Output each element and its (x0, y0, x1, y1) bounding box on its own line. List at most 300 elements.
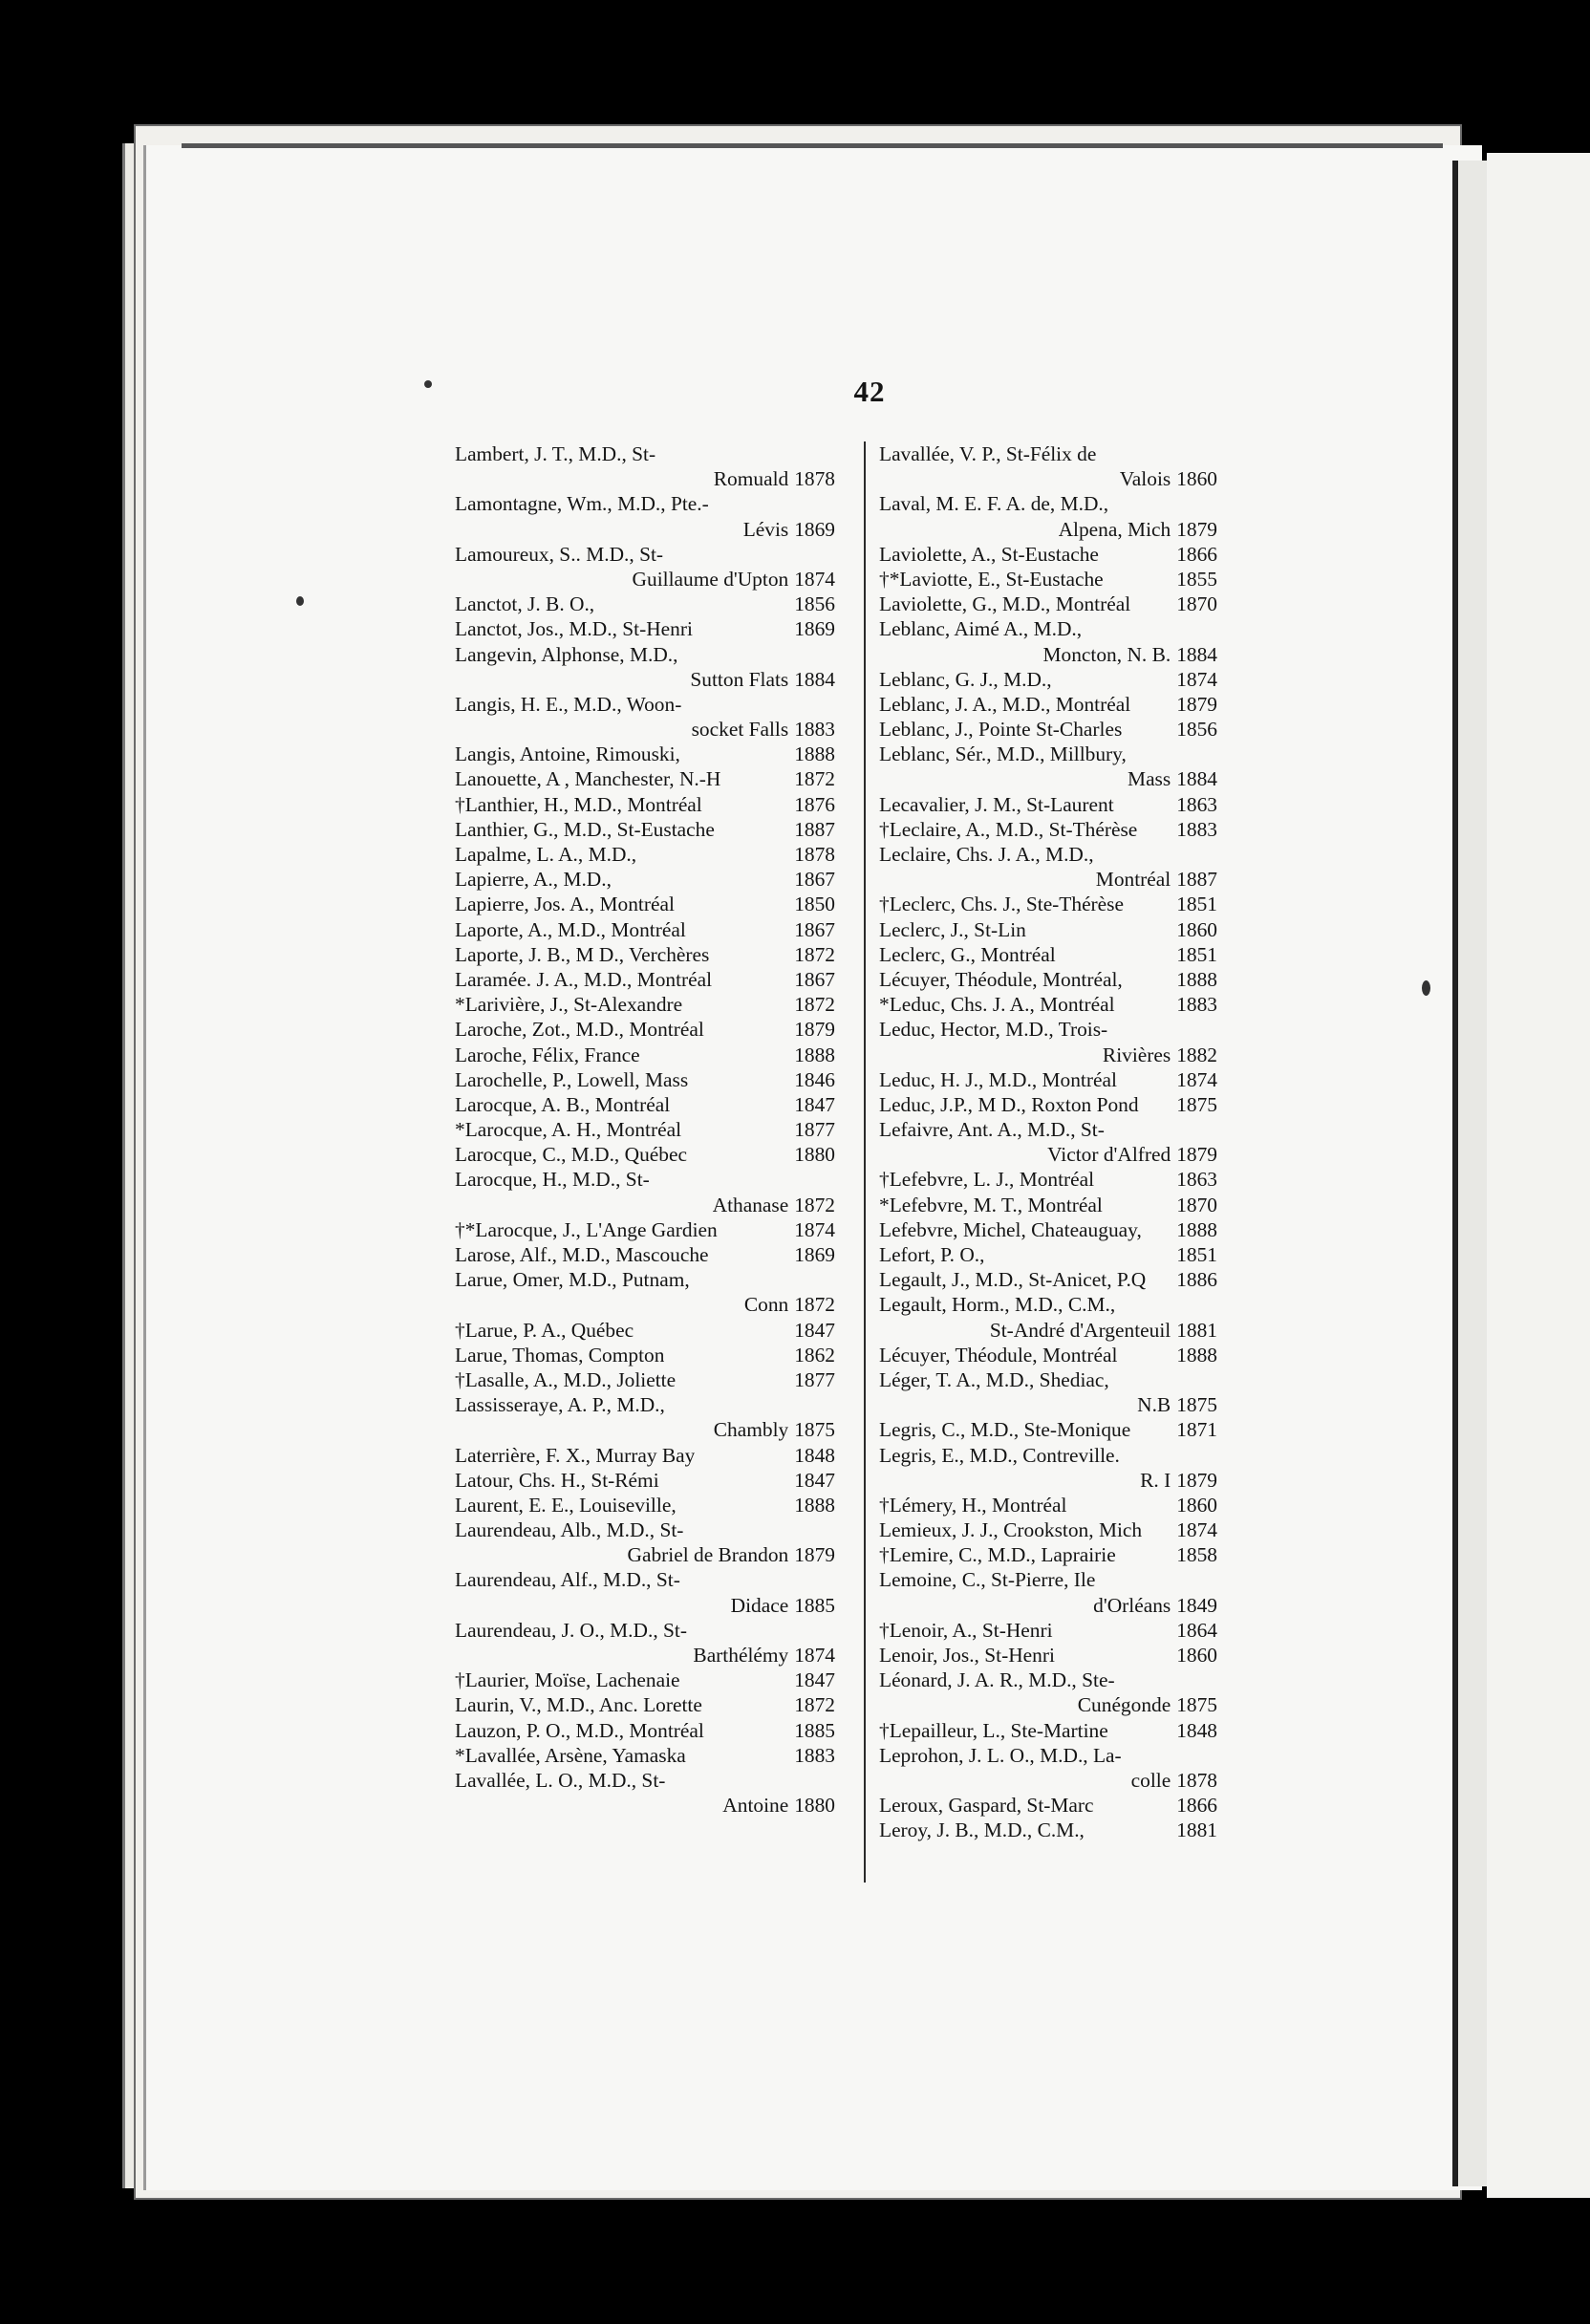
entry-year: 1879 (1176, 692, 1217, 716)
entry-location: Moncton, N. B. (1042, 642, 1171, 666)
entry-line (455, 992, 835, 1017)
entry-line (455, 1493, 835, 1517)
entry-year: 1883 (794, 718, 835, 742)
directory-entry (879, 817, 1217, 842)
entry-line (455, 1193, 835, 1217)
left-column (455, 441, 835, 1818)
entry-year: 1878 (794, 843, 835, 866)
directory-entry (455, 542, 835, 592)
entry-year: 1876 (794, 792, 835, 816)
entry-year: 1870 (1176, 1193, 1217, 1216)
directory-entry (455, 1242, 835, 1267)
entry-line (879, 1343, 1217, 1367)
entry-line (879, 1318, 1217, 1343)
entry-year: 1883 (1176, 993, 1217, 1017)
entry-year: 1856 (1176, 718, 1217, 742)
entry-year: 1872 (794, 767, 835, 791)
directory-entry (879, 1567, 1217, 1617)
entry-name: Larochelle, P., Lowell, Mass (455, 1067, 689, 1091)
entry-name: Langevin, Alphonse, M.D., (455, 642, 678, 666)
entry-line (455, 1567, 835, 1592)
entry-line (455, 616, 835, 641)
entry-year: 1863 (1176, 1168, 1217, 1192)
entry-name: Lanctot, J. B. O., (455, 592, 595, 616)
entry-year: 1879 (1176, 517, 1217, 541)
entry-line (455, 542, 835, 567)
entry-name: Lefort, P. O., (879, 1243, 985, 1266)
entry-line (455, 1292, 835, 1317)
directory-entry (879, 1668, 1217, 1717)
entry-line (455, 917, 835, 942)
entry-year: 1846 (794, 1067, 835, 1091)
facing-page-strip (1487, 153, 1590, 2198)
directory-entry (879, 1542, 1217, 1567)
directory-entry (455, 616, 835, 641)
entry-line (455, 892, 835, 916)
entry-line (879, 917, 1217, 942)
entry-line (455, 1718, 835, 1743)
entry-location: Sutton Flats (690, 667, 789, 691)
directory-entry (455, 842, 835, 867)
entry-year: 1887 (794, 817, 835, 841)
entry-name: Lemieux, J. J., Crookston, Mich (879, 1518, 1143, 1542)
entry-year: 1864 (1176, 1618, 1217, 1642)
entry-line (879, 1768, 1217, 1793)
entry-line (455, 1618, 835, 1643)
entry-year: 1855 (1176, 567, 1217, 591)
entry-name: Laterrière, F. X., Murray Bay (455, 1443, 696, 1467)
ink-speck (1422, 980, 1430, 996)
entry-year: 1874 (794, 1644, 835, 1667)
directory-entry (879, 1217, 1217, 1242)
ink-speck (296, 596, 304, 606)
entry-name: Laporte, J. B., M D., Verchères (455, 942, 710, 966)
directory-entry (879, 567, 1217, 592)
directory-entry (455, 1117, 835, 1142)
entry-line (879, 1493, 1217, 1517)
entry-name: Lanthier, G., M.D., St-Eustache (455, 817, 715, 841)
entry-year: 1862 (794, 1343, 835, 1366)
entry-line (455, 1067, 835, 1092)
entry-year: 1886 (1176, 1268, 1217, 1292)
entry-line (879, 1567, 1217, 1592)
directory-entry (455, 1493, 835, 1517)
entry-line (879, 1618, 1217, 1643)
entry-location: St-André d'Argenteuil (989, 1318, 1171, 1342)
entry-line (879, 491, 1217, 516)
entry-line (455, 491, 835, 516)
entry-line (879, 667, 1217, 692)
entry-line (455, 867, 835, 892)
directory-entry (879, 616, 1217, 666)
entry-location: Rivières (1102, 1043, 1171, 1066)
entry-name: †Lémery, H., Montréal (879, 1493, 1067, 1517)
right-column (879, 441, 1217, 1843)
directory-entry (455, 1567, 835, 1617)
entry-year: 1863 (1176, 792, 1217, 816)
entry-line (879, 616, 1217, 641)
entry-name: Langis, Antoine, Rimouski, (455, 742, 680, 766)
entry-name: †Larue, P. A., Québec (455, 1318, 634, 1342)
entry-name: Leblanc, G. J., M.D., (879, 667, 1052, 691)
entry-year: 1882 (1176, 1043, 1217, 1066)
entry-line (879, 1043, 1217, 1067)
directory-entry (879, 892, 1217, 916)
entry-year: 1888 (794, 742, 835, 766)
entry-line (879, 1193, 1217, 1217)
entry-name: Laporte, A., M.D., Montréal (455, 917, 686, 941)
entry-name: *Lavallée, Arsène, Yamaska (455, 1743, 686, 1767)
directory-entry (879, 1092, 1217, 1117)
entry-year: 1877 (794, 1118, 835, 1142)
entry-line (455, 441, 835, 466)
entry-line (455, 1668, 835, 1692)
entry-name: Léger, T. A., M.D., Shediac, (879, 1367, 1109, 1391)
directory-entry (455, 1067, 835, 1092)
entry-location: Alpena, Mich (1058, 517, 1171, 541)
entry-line (879, 1117, 1217, 1142)
entry-location: Chambly (713, 1418, 789, 1442)
entry-line (879, 817, 1217, 842)
directory-entry (879, 842, 1217, 892)
entry-line (879, 642, 1217, 667)
directory-entry (455, 1392, 835, 1442)
directory-entry (879, 1017, 1217, 1066)
entry-name: Latour, Chs. H., St-Rémi (455, 1468, 659, 1492)
entry-line (455, 692, 835, 717)
entry-name: *Larivière, J., St-Alexandre (455, 993, 683, 1017)
page-number: 42 (853, 375, 886, 408)
entry-year: 1884 (794, 667, 835, 691)
entry-year: 1860 (1176, 1644, 1217, 1667)
entry-year: 1875 (1176, 1092, 1217, 1116)
directory-entry (455, 917, 835, 942)
entry-line (455, 942, 835, 967)
entry-name: Lamoureux, S.. M.D., St- (455, 542, 664, 566)
entry-year: 1856 (794, 592, 835, 616)
entry-name: Lavallée, V. P., St-Félix de (879, 442, 1097, 465)
directory-entry (879, 491, 1217, 541)
entry-line (879, 1692, 1217, 1717)
directory-entry (879, 1718, 1217, 1743)
entry-year: 1874 (794, 567, 835, 591)
directory-entry (455, 1718, 835, 1743)
entry-line (879, 867, 1217, 892)
entry-name: Lauzon, P. O., M.D., Montréal (455, 1718, 704, 1742)
entry-year: 1879 (794, 1543, 835, 1567)
entry-location: colle (1130, 1768, 1171, 1792)
entry-location: Valois (1119, 467, 1171, 491)
entry-line (455, 1217, 835, 1242)
entry-line (879, 1793, 1217, 1818)
entry-name: Lavallée, L. O., M.D., St- (455, 1768, 666, 1792)
entry-name: Lapalme, L. A., M.D., (455, 843, 637, 866)
directory-entry (455, 1267, 835, 1317)
entry-year: 1874 (1176, 667, 1217, 691)
entry-line (879, 1517, 1217, 1542)
entry-name: Lanouette, A , Manchester, N.-H (455, 767, 721, 791)
directory-entry (455, 1768, 835, 1818)
entry-location: N.B (1137, 1393, 1171, 1417)
entry-name: Laroche, Félix, France (455, 1043, 640, 1066)
directory-entry (455, 867, 835, 892)
directory-entry (455, 1692, 835, 1717)
directory-entry (879, 1443, 1217, 1493)
entry-line (879, 1167, 1217, 1192)
directory-entry (879, 1367, 1217, 1417)
entry-year: 1848 (1176, 1718, 1217, 1742)
directory-entry (455, 491, 835, 541)
entry-name: Leblanc, J., Pointe St-Charles (879, 718, 1123, 742)
directory-entry (455, 1343, 835, 1367)
entry-name: Laurendeau, Alf., M.D., St- (455, 1568, 680, 1592)
entry-line (879, 1267, 1217, 1292)
directory-entry (455, 992, 835, 1017)
entry-year: 1872 (794, 993, 835, 1017)
entry-line (879, 1242, 1217, 1267)
entry-year: 1866 (1176, 542, 1217, 566)
entry-name: Lefaivre, Ant. A., M.D., St- (879, 1118, 1105, 1142)
entry-line (455, 466, 835, 491)
entry-year: 1872 (794, 1293, 835, 1317)
entry-line (879, 1092, 1217, 1117)
entry-year: 1872 (794, 1193, 835, 1216)
entry-location: Montréal (1095, 868, 1171, 892)
entry-line (455, 1367, 835, 1392)
entry-name: †Leclerc, Chs. J., Ste-Thérèse (879, 893, 1124, 916)
entry-line (455, 1092, 835, 1117)
entry-year: 1850 (794, 893, 835, 916)
entry-line (879, 792, 1217, 817)
directory-entry (879, 1117, 1217, 1167)
entry-line (879, 1367, 1217, 1392)
entry-year: 1888 (1176, 967, 1217, 991)
entry-line (455, 592, 835, 616)
entry-line (879, 592, 1217, 616)
entry-line (879, 1142, 1217, 1167)
entry-year: 1872 (794, 942, 835, 966)
entry-name: Larocque, H., M.D., St- (455, 1168, 650, 1192)
entry-year: 1860 (1176, 917, 1217, 941)
directory-entry (455, 1017, 835, 1042)
entry-year: 1847 (794, 1668, 835, 1692)
entry-name: Laviolette, A., St-Eustache (879, 542, 1099, 566)
entry-line (879, 942, 1217, 967)
entry-line (455, 517, 835, 542)
entry-line (455, 1167, 835, 1192)
directory-entry (879, 1618, 1217, 1643)
entry-year: 1875 (794, 1418, 835, 1442)
directory-entry (455, 1618, 835, 1668)
entry-year: 1867 (794, 868, 835, 892)
entry-location: Cunégonde (1077, 1693, 1171, 1717)
directory-entry (455, 1468, 835, 1493)
directory-entry (879, 1643, 1217, 1668)
entry-name: Legault, Horm., M.D., C.M., (879, 1293, 1116, 1317)
directory-entry (455, 766, 835, 791)
directory-entry (879, 1818, 1217, 1842)
entry-line (879, 842, 1217, 867)
entry-line (455, 1343, 835, 1367)
entry-location: Gabriel de Brandon (627, 1543, 789, 1567)
entry-name: Lassisseraye, A. P., M.D., (455, 1393, 665, 1417)
entry-line (879, 1067, 1217, 1092)
entry-name: †Lenoir, A., St-Henri (879, 1618, 1053, 1642)
directory-entry (879, 1242, 1217, 1267)
directory-entry (879, 967, 1217, 992)
entry-year: 1880 (794, 1143, 835, 1167)
entry-location: d'Orléans (1093, 1593, 1171, 1617)
entry-line (455, 817, 835, 842)
entry-name: Leduc, J.P., M D., Roxton Pond (879, 1092, 1139, 1116)
entry-year: 1869 (794, 617, 835, 641)
directory-entry (455, 1043, 835, 1067)
entry-line (879, 567, 1217, 592)
entry-line (879, 466, 1217, 491)
directory-entry (879, 1417, 1217, 1442)
entry-year: 1849 (1176, 1593, 1217, 1617)
entry-year: 1883 (794, 1743, 835, 1767)
entry-line (879, 766, 1217, 791)
entry-year: 1883 (1176, 817, 1217, 841)
directory-entry (455, 742, 835, 766)
entry-name: Leblanc, Aimé A., M.D., (879, 617, 1083, 641)
entry-year: 1888 (794, 1043, 835, 1066)
entry-year: 1860 (1176, 467, 1217, 491)
directory-entry (879, 667, 1217, 692)
entry-line (455, 1468, 835, 1493)
entry-line (879, 1017, 1217, 1042)
entry-line (455, 1692, 835, 1717)
directory-entry (455, 817, 835, 842)
entry-line (879, 1743, 1217, 1768)
entry-name: Laroche, Zot., M.D., Montréal (455, 1018, 704, 1042)
ink-speck (424, 380, 432, 388)
entry-line (879, 892, 1217, 916)
entry-year: 1860 (1176, 1493, 1217, 1517)
entry-name: †*Larocque, J., L'Ange Gardien (455, 1217, 718, 1241)
entry-year: 1847 (794, 1318, 835, 1342)
entry-year: 1879 (1176, 1468, 1217, 1492)
directory-entry (879, 692, 1217, 717)
entry-name: Leclaire, Chs. J. A., M.D., (879, 843, 1094, 866)
entry-year: 1879 (1176, 1143, 1217, 1167)
directory-entry (455, 592, 835, 616)
entry-name: †*Laviotte, E., St-Eustache (879, 567, 1104, 591)
directory-entry (455, 792, 835, 817)
entry-name: Leduc, H. J., M.D., Montréal (879, 1067, 1117, 1091)
entry-year: 1867 (794, 967, 835, 991)
entry-line (455, 1793, 835, 1818)
entry-location: Barthélémy (693, 1644, 789, 1667)
entry-name: Lambert, J. T., M.D., St- (455, 442, 656, 465)
entry-year: 1870 (1176, 592, 1217, 616)
entry-name: Lapierre, A., M.D., (455, 868, 612, 892)
entry-year: 1851 (1176, 1243, 1217, 1266)
directory-entry (879, 542, 1217, 567)
directory-entry (879, 1292, 1217, 1342)
entry-name: Lécuyer, Théodule, Montréal (879, 1343, 1118, 1366)
entry-name: Laurendeau, J. O., M.D., St- (455, 1618, 687, 1642)
entry-name: Larue, Thomas, Compton (455, 1343, 665, 1366)
entry-name: Legris, C., M.D., Ste-Monique (879, 1418, 1131, 1442)
entry-name: Larose, Alf., M.D., Mascouche (455, 1243, 709, 1266)
entry-line (455, 1593, 835, 1618)
entry-name: †Lefebvre, L. J., Montréal (879, 1168, 1095, 1192)
entry-line (879, 1593, 1217, 1618)
entry-year: 1874 (1176, 1518, 1217, 1542)
entry-name: Léonard, J. A. R., M.D., Ste- (879, 1668, 1115, 1692)
entry-line (455, 642, 835, 667)
entry-name: †Lasalle, A., M.D., Joliette (455, 1367, 677, 1391)
directory-entry (879, 992, 1217, 1017)
entry-line (455, 1517, 835, 1542)
entry-line (879, 1292, 1217, 1317)
entry-year: 1885 (794, 1718, 835, 1742)
entry-location: Antoine (722, 1794, 789, 1818)
entry-location: Mass (1128, 767, 1171, 791)
directory-entry (455, 1167, 835, 1216)
entry-name: Lenoir, Jos., St-Henri (879, 1644, 1055, 1667)
entry-line (455, 1142, 835, 1167)
entry-line (879, 1468, 1217, 1493)
entry-year: 1874 (1176, 1067, 1217, 1091)
entry-name: †Lanthier, H., M.D., Montréal (455, 792, 702, 816)
directory-entry (455, 441, 835, 491)
entry-year: 1869 (794, 517, 835, 541)
directory-entry (879, 792, 1217, 817)
entry-name: Larocque, A. B., Montréal (455, 1092, 671, 1116)
entry-line (455, 567, 835, 592)
entry-year: 1884 (1176, 642, 1217, 666)
entry-name: *Leduc, Chs. J. A., Montréal (879, 993, 1115, 1017)
entry-name: Laurin, V., M.D., Anc. Lorette (455, 1693, 702, 1717)
directory-entry (455, 892, 835, 916)
entry-location: Victor d'Alfred (1047, 1143, 1171, 1167)
entry-line (455, 1267, 835, 1292)
directory-entry (879, 942, 1217, 967)
directory-entry (879, 1517, 1217, 1542)
entry-line (455, 717, 835, 742)
entry-name: *Larocque, A. H., Montréal (455, 1118, 682, 1142)
directory-entry (879, 1067, 1217, 1092)
entry-line (455, 1117, 835, 1142)
entry-location: Romuald (713, 467, 789, 491)
entry-name: Lefebvre, Michel, Chateauguay, (879, 1217, 1142, 1241)
entry-name: Legris, E., M.D., Contreville. (879, 1443, 1120, 1467)
entry-name: Larocque, C., M.D., Québec (455, 1143, 687, 1167)
entry-year: 1878 (1176, 1768, 1217, 1792)
directory-entry (455, 1743, 835, 1768)
entry-year: 1881 (1176, 1318, 1217, 1342)
entry-line (879, 1417, 1217, 1442)
entry-line (455, 1443, 835, 1468)
entry-line (879, 441, 1217, 466)
entry-name: Laviolette, G., M.D., Montréal (879, 592, 1131, 616)
entry-line (455, 792, 835, 817)
entry-year: 1875 (1176, 1693, 1217, 1717)
directory-entry (455, 942, 835, 967)
entry-line (879, 967, 1217, 992)
entry-name: Laurendeau, Alb., M.D., St- (455, 1518, 684, 1542)
entry-year: 1871 (1176, 1418, 1217, 1442)
entry-name: Larue, Omer, M.D., Putnam, (455, 1268, 690, 1292)
entry-name: Lecavalier, J. M., St-Laurent (879, 792, 1114, 816)
entry-line (455, 1643, 835, 1668)
directory-entry (455, 692, 835, 742)
entry-name: Leroux, Gaspard, St-Marc (879, 1794, 1094, 1818)
entry-year: 1877 (794, 1367, 835, 1391)
